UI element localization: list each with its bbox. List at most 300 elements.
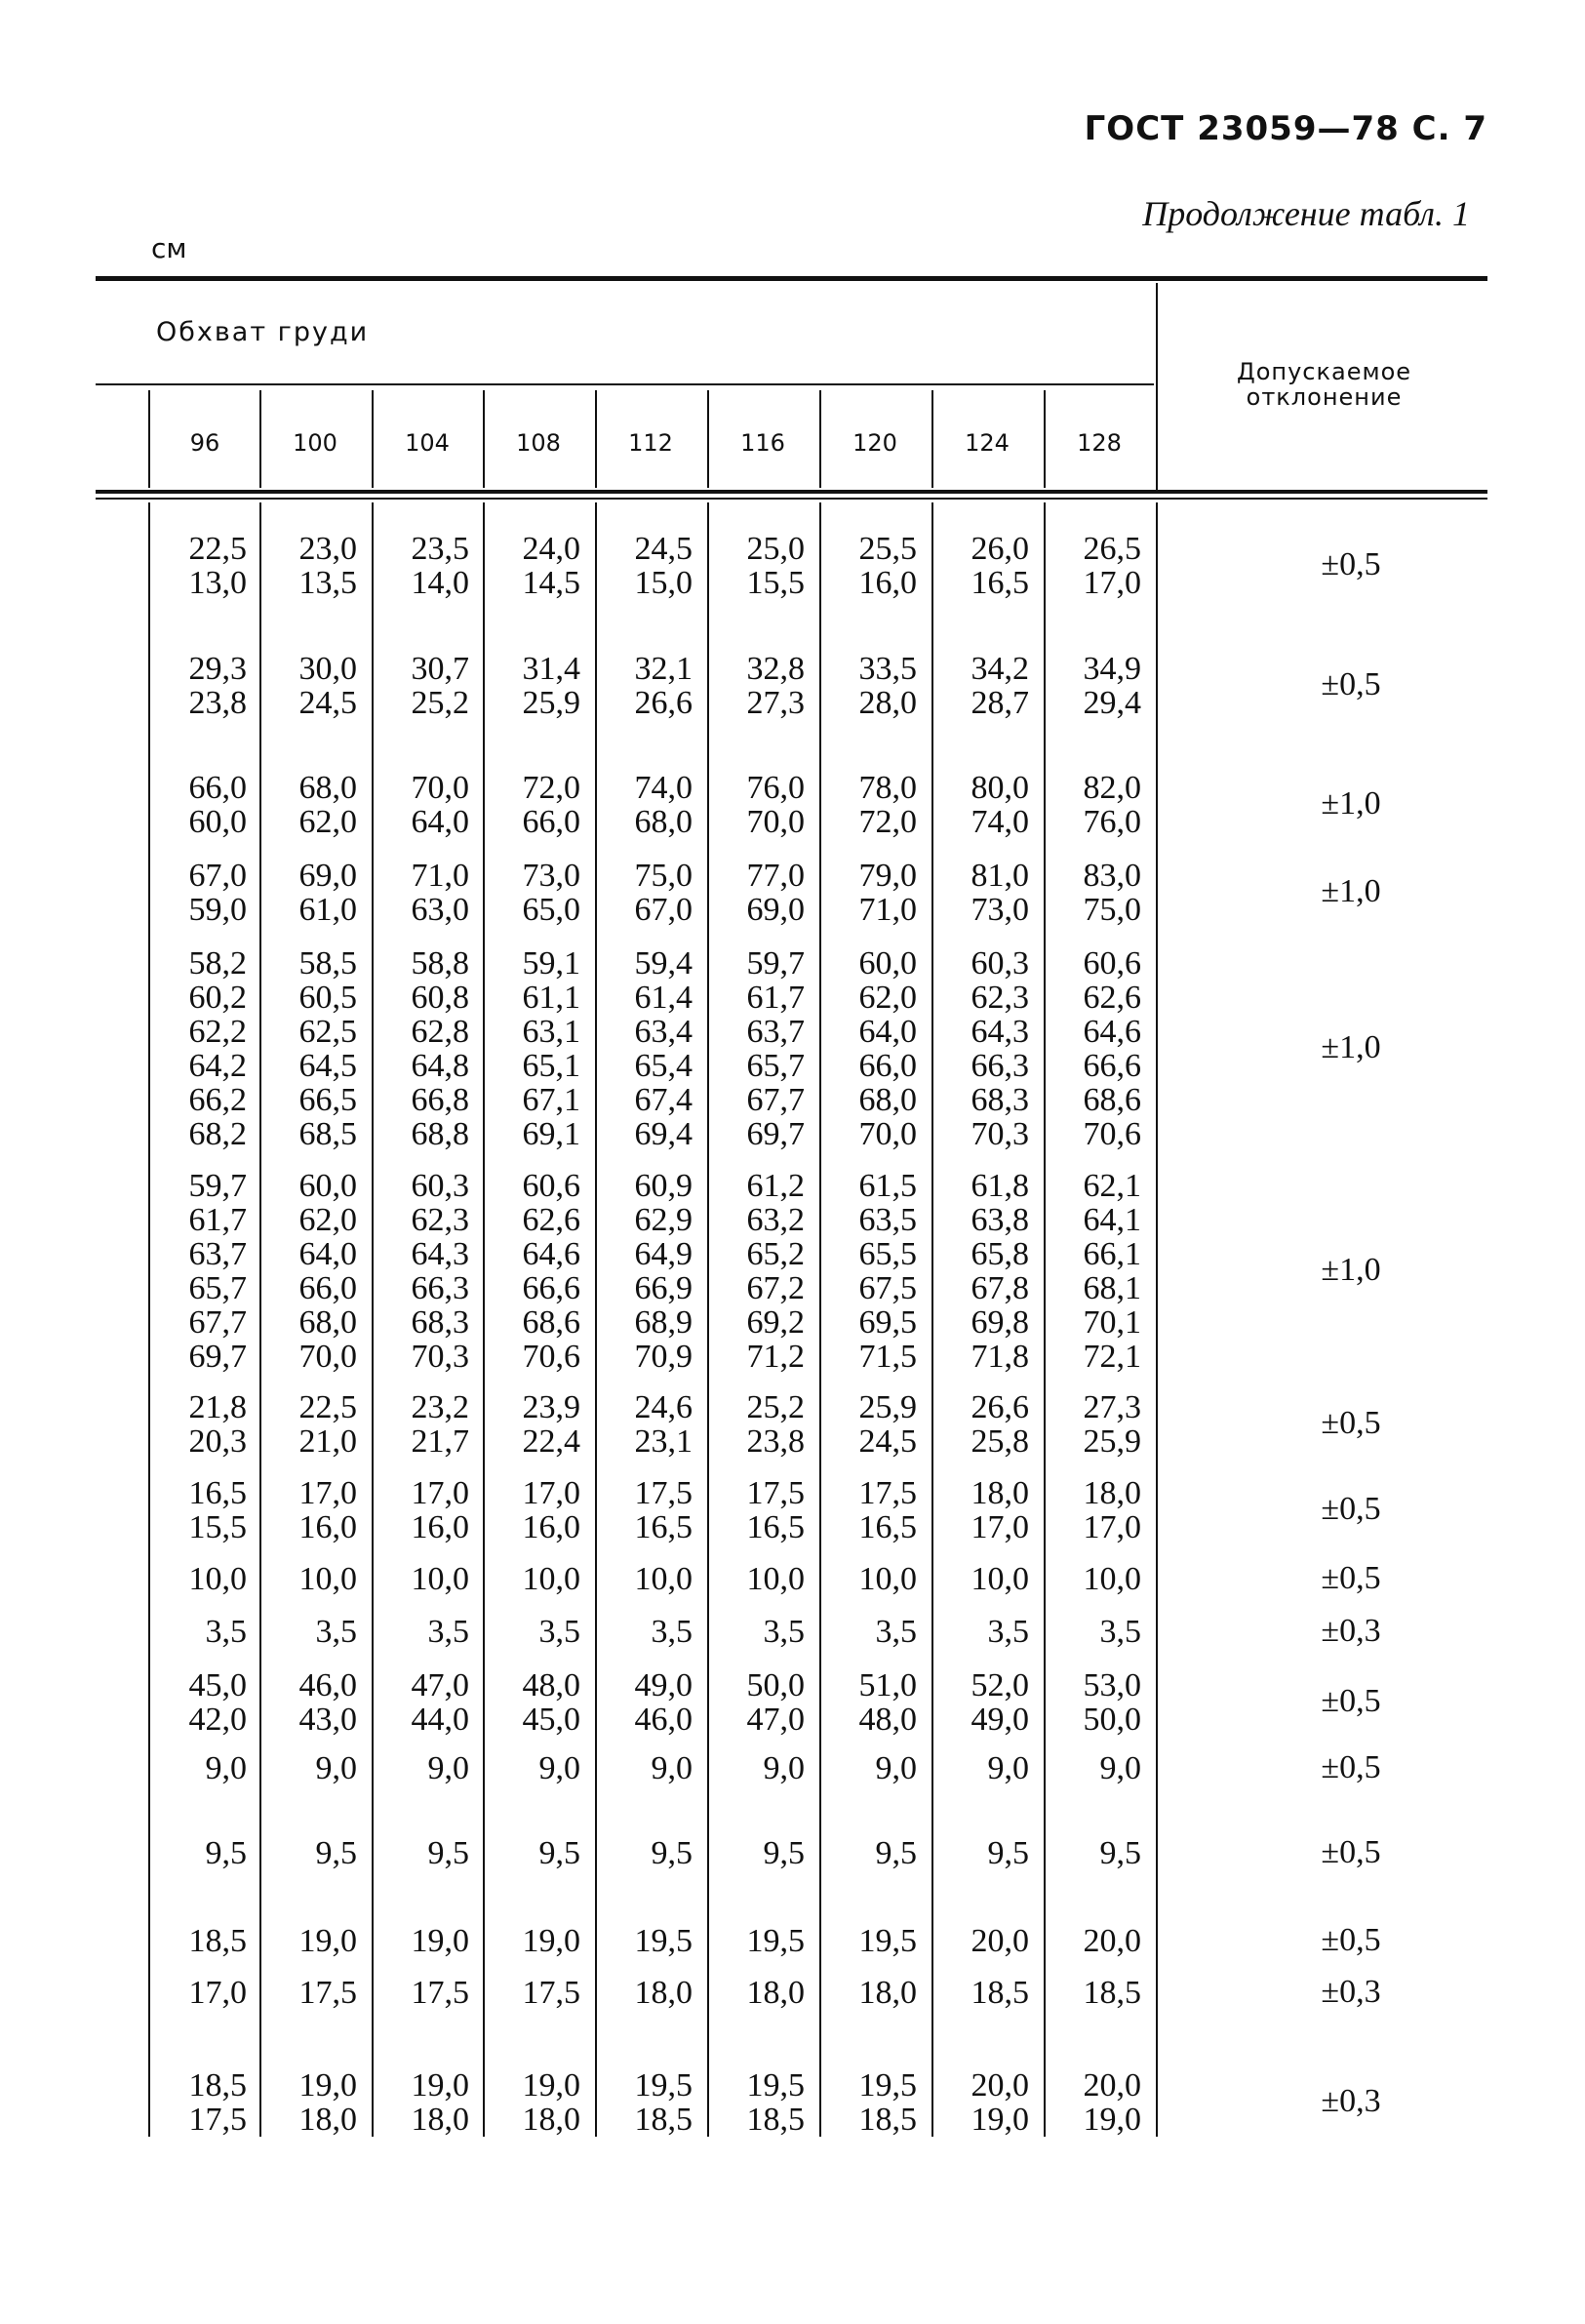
table-cell xyxy=(139,771,247,839)
table-cell xyxy=(1034,859,1141,927)
table-cell xyxy=(473,771,580,839)
cell-value: 19,5 xyxy=(746,1923,805,1959)
cell-value: 28,0 xyxy=(858,685,917,721)
table-cell xyxy=(922,1836,1029,1870)
tolerance-value: ±1,0 xyxy=(1321,1029,1381,1065)
cell-value: 19,0 xyxy=(971,2102,1029,2138)
cell-value: 17,5 xyxy=(634,1475,693,1511)
table-cell xyxy=(697,532,805,600)
table-cell xyxy=(585,1751,693,1785)
cell-value: 47,0 xyxy=(411,1667,469,1703)
cell-value: 21,0 xyxy=(298,1423,357,1460)
cell-value: 19,0 xyxy=(411,2067,469,2104)
cell-value: 65,7 xyxy=(746,1048,805,1084)
table-continuation-note: Продолжение табл. 1 xyxy=(1142,194,1470,233)
cell-value: 32,8 xyxy=(746,651,805,687)
cell-value: 60,3 xyxy=(971,945,1029,982)
cell-value: 14,0 xyxy=(411,565,469,601)
table-cell xyxy=(697,1668,805,1737)
table-cell xyxy=(139,1836,247,1870)
cell-value: 31,4 xyxy=(522,651,580,687)
table-cell xyxy=(139,1751,247,1785)
table-cell xyxy=(139,1390,247,1459)
table-cell xyxy=(922,771,1029,839)
column-header-128: 128 xyxy=(1077,429,1122,457)
table-cell xyxy=(1034,771,1141,839)
cell-value: 18,0 xyxy=(971,1475,1029,1511)
cell-value: 62,0 xyxy=(298,804,357,840)
cell-value: 9,0 xyxy=(1099,1750,1141,1786)
table-cell xyxy=(810,859,917,927)
cell-value: 59,1 xyxy=(522,945,580,982)
table-cell xyxy=(473,1169,580,1374)
column-header-96: 96 xyxy=(189,429,220,457)
table-cell xyxy=(250,1976,357,2010)
cell-value: 74,0 xyxy=(971,804,1029,840)
header-bottom-rule xyxy=(96,490,1487,494)
cell-value: 70,9 xyxy=(634,1339,693,1375)
cell-value: 61,1 xyxy=(522,980,580,1016)
cell-value: 68,0 xyxy=(298,1304,357,1341)
cell-value: 3,5 xyxy=(538,1614,580,1650)
table-cell xyxy=(1034,1562,1141,1596)
cell-value: 65,5 xyxy=(858,1236,917,1272)
table-cell xyxy=(139,532,247,600)
cell-value: 50,0 xyxy=(746,1667,805,1703)
cell-value: 76,0 xyxy=(746,770,805,806)
cell-value: 18,5 xyxy=(188,1923,247,1959)
cell-value: 61,4 xyxy=(634,980,693,1016)
header-column-separator xyxy=(707,390,709,488)
cell-value: 69,0 xyxy=(298,858,357,894)
cell-value: 16,0 xyxy=(858,565,917,601)
cell-value: 62,5 xyxy=(298,1014,357,1050)
cell-value: 67,7 xyxy=(746,1082,805,1118)
cell-value: 62,9 xyxy=(634,1202,693,1238)
header-column-separator xyxy=(148,390,150,488)
table-cell xyxy=(139,2068,247,2137)
cell-value: 25,9 xyxy=(1083,1423,1141,1460)
tolerance-column-header: Допускаемое отклонение xyxy=(1236,358,1412,411)
cell-value: 20,0 xyxy=(1083,1923,1141,1959)
cell-value: 19,5 xyxy=(634,2067,693,2104)
table-cell xyxy=(250,1924,357,1958)
column-header-108: 108 xyxy=(516,429,561,457)
cell-value: 68,3 xyxy=(411,1304,469,1341)
cell-value: 27,3 xyxy=(1083,1389,1141,1425)
table-cell xyxy=(697,1562,805,1596)
cell-value: 10,0 xyxy=(746,1561,805,1597)
cell-value: 29,4 xyxy=(1083,685,1141,721)
cell-value: 66,3 xyxy=(971,1048,1029,1084)
cell-value: 66,5 xyxy=(298,1082,357,1118)
table-cell xyxy=(362,2068,469,2137)
table-cell xyxy=(697,1390,805,1459)
table-cell xyxy=(250,771,357,839)
cell-value: 46,0 xyxy=(298,1667,357,1703)
tolerance-value: ±0,3 xyxy=(1321,1973,1381,2010)
table-cell xyxy=(250,946,357,1151)
table-cell xyxy=(362,1924,469,1958)
cell-value: 61,7 xyxy=(188,1202,247,1238)
unit-label: см xyxy=(151,232,187,264)
cell-value: 60,3 xyxy=(411,1168,469,1204)
cell-value: 16,0 xyxy=(411,1509,469,1545)
table-cell xyxy=(810,1615,917,1649)
table-cell xyxy=(1034,1668,1141,1737)
cell-value: 9,5 xyxy=(763,1835,805,1871)
table-cell xyxy=(922,1476,1029,1544)
table-cell xyxy=(139,1668,247,1737)
table-cell xyxy=(1034,1169,1141,1374)
table-cell xyxy=(585,1976,693,2010)
cell-value: 9,5 xyxy=(987,1835,1029,1871)
table-cell xyxy=(810,1836,917,1870)
cell-value: 10,0 xyxy=(1083,1561,1141,1597)
table-cell xyxy=(922,1562,1029,1596)
header-column-separator xyxy=(931,390,933,488)
cell-value: 71,5 xyxy=(858,1339,917,1375)
cell-value: 60,9 xyxy=(634,1168,693,1204)
cell-value: 19,0 xyxy=(411,1923,469,1959)
cell-value: 9,5 xyxy=(651,1835,693,1871)
cell-value: 64,0 xyxy=(858,1014,917,1050)
cell-value: 23,0 xyxy=(298,531,357,567)
table-cell xyxy=(1034,1976,1141,2010)
cell-value: 60,6 xyxy=(522,1168,580,1204)
table-cell xyxy=(1034,946,1141,1151)
table-cell xyxy=(250,532,357,600)
cell-value: 18,5 xyxy=(1083,1975,1141,2011)
cell-value: 19,0 xyxy=(522,1923,580,1959)
cell-value: 25,0 xyxy=(746,531,805,567)
cell-value: 15,5 xyxy=(188,1509,247,1545)
cell-value: 10,0 xyxy=(634,1561,693,1597)
cell-value: 25,2 xyxy=(746,1389,805,1425)
table-cell xyxy=(473,859,580,927)
header-column-separator xyxy=(595,390,597,488)
cell-value: 72,0 xyxy=(858,804,917,840)
cell-value: 66,6 xyxy=(522,1270,580,1306)
cell-value: 25,9 xyxy=(522,685,580,721)
cell-value: 66,0 xyxy=(522,804,580,840)
cell-value: 3,5 xyxy=(987,1614,1029,1650)
cell-value: 65,2 xyxy=(746,1236,805,1272)
table-cell xyxy=(922,1390,1029,1459)
cell-value: 26,6 xyxy=(971,1389,1029,1425)
table-cell xyxy=(473,946,580,1151)
table-cell xyxy=(1034,2068,1141,2137)
cell-value: 24,6 xyxy=(634,1389,693,1425)
table-cell xyxy=(250,1390,357,1459)
cell-value: 9,5 xyxy=(538,1835,580,1871)
table-cell xyxy=(362,1169,469,1374)
cell-value: 68,0 xyxy=(634,804,693,840)
table-cell xyxy=(1034,1615,1141,1649)
cell-value: 66,1 xyxy=(1083,1236,1141,1272)
table-cell xyxy=(922,1751,1029,1785)
tolerance-value: ±0,5 xyxy=(1321,1921,1381,1958)
cell-value: 70,6 xyxy=(522,1339,580,1375)
tolerance-value: ±0,5 xyxy=(1321,1559,1381,1596)
cell-value: 73,0 xyxy=(522,858,580,894)
table-cell xyxy=(697,771,805,839)
cell-value: 64,1 xyxy=(1083,1202,1141,1238)
cell-value: 70,0 xyxy=(746,804,805,840)
table-cell xyxy=(473,1615,580,1649)
cell-value: 17,0 xyxy=(1083,565,1141,601)
cell-value: 19,5 xyxy=(858,1923,917,1959)
cell-value: 10,0 xyxy=(522,1561,580,1597)
table-cell xyxy=(585,1668,693,1737)
table-cell xyxy=(362,1751,469,1785)
cell-value: 26,6 xyxy=(634,685,693,721)
cell-value: 63,0 xyxy=(411,892,469,928)
cell-value: 10,0 xyxy=(858,1561,917,1597)
cell-value: 47,0 xyxy=(746,1702,805,1738)
cell-value: 60,5 xyxy=(298,980,357,1016)
tolerance-value: ±1,0 xyxy=(1321,1252,1381,1288)
header-column-separator xyxy=(819,390,821,488)
table-cell xyxy=(810,1751,917,1785)
cell-value: 15,5 xyxy=(746,565,805,601)
cell-value: 64,9 xyxy=(634,1236,693,1272)
cell-value: 70,6 xyxy=(1083,1116,1141,1152)
column-header-116: 116 xyxy=(740,429,785,457)
table-cell xyxy=(362,1668,469,1737)
table-cell xyxy=(697,1615,805,1649)
header-column-separator xyxy=(259,390,261,488)
cell-value: 18,0 xyxy=(746,1975,805,2011)
cell-value: 62,0 xyxy=(858,980,917,1016)
cell-value: 43,0 xyxy=(298,1702,357,1738)
cell-value: 18,0 xyxy=(411,2102,469,2138)
cell-value: 64,3 xyxy=(411,1236,469,1272)
cell-value: 75,0 xyxy=(1083,892,1141,928)
table-cell xyxy=(922,652,1029,720)
cell-value: 71,0 xyxy=(411,858,469,894)
table-cell xyxy=(139,1562,247,1596)
table-cell xyxy=(1034,1924,1141,1958)
cell-value: 3,5 xyxy=(427,1614,469,1650)
cell-value: 62,3 xyxy=(411,1202,469,1238)
cell-value: 60,8 xyxy=(411,980,469,1016)
cell-value: 73,0 xyxy=(971,892,1029,928)
table-cell xyxy=(585,652,693,720)
table-cell xyxy=(1034,1751,1141,1785)
cell-value: 63,7 xyxy=(188,1236,247,1272)
table-cell xyxy=(697,1976,805,2010)
tolerance-value: ±0,5 xyxy=(1321,1833,1381,1870)
cell-value: 69,0 xyxy=(746,892,805,928)
cell-value: 70,0 xyxy=(858,1116,917,1152)
cell-value: 61,5 xyxy=(858,1168,917,1204)
table-cell xyxy=(139,652,247,720)
table-cell xyxy=(1034,1836,1141,1870)
cell-value: 19,0 xyxy=(522,2067,580,2104)
cell-value: 52,0 xyxy=(971,1667,1029,1703)
cell-value: 65,4 xyxy=(634,1048,693,1084)
table-cell xyxy=(362,1836,469,1870)
table-cell xyxy=(697,652,805,720)
cell-value: 18,5 xyxy=(971,1975,1029,2011)
cell-value: 17,5 xyxy=(411,1975,469,2011)
cell-value: 60,0 xyxy=(858,945,917,982)
table-cell xyxy=(922,1976,1029,2010)
cell-value: 59,7 xyxy=(188,1168,247,1204)
cell-value: 48,0 xyxy=(522,1667,580,1703)
cell-value: 16,5 xyxy=(858,1509,917,1545)
table-cell xyxy=(250,1169,357,1374)
cell-value: 24,5 xyxy=(634,531,693,567)
cell-value: 24,0 xyxy=(522,531,580,567)
table-cell xyxy=(362,859,469,927)
cell-value: 9,5 xyxy=(315,1835,357,1871)
cell-value: 70,0 xyxy=(298,1339,357,1375)
cell-value: 23,5 xyxy=(411,531,469,567)
table-cell xyxy=(250,1668,357,1737)
cell-value: 68,8 xyxy=(411,1116,469,1152)
table-cell xyxy=(697,1169,805,1374)
cell-value: 21,7 xyxy=(411,1423,469,1460)
table-cell xyxy=(585,1476,693,1544)
cell-value: 67,2 xyxy=(746,1270,805,1306)
table-cell xyxy=(697,1836,805,1870)
cell-value: 18,0 xyxy=(858,1975,917,2011)
header-column-separator xyxy=(372,390,374,488)
table-cell xyxy=(585,771,693,839)
cell-value: 66,8 xyxy=(411,1082,469,1118)
cell-value: 9,0 xyxy=(538,1750,580,1786)
table-cell xyxy=(139,1169,247,1374)
cell-value: 68,5 xyxy=(298,1116,357,1152)
cell-value: 58,5 xyxy=(298,945,357,982)
cell-value: 64,3 xyxy=(971,1014,1029,1050)
cell-value: 16,5 xyxy=(746,1509,805,1545)
cell-value: 67,0 xyxy=(634,892,693,928)
tolerance-value: ±1,0 xyxy=(1321,873,1381,909)
cell-value: 9,5 xyxy=(205,1835,247,1871)
cell-value: 10,0 xyxy=(971,1561,1029,1597)
table-cell xyxy=(250,652,357,720)
table-cell xyxy=(697,1924,805,1958)
cell-value: 82,0 xyxy=(1083,770,1141,806)
table-cell xyxy=(1034,532,1141,600)
cell-value: 24,5 xyxy=(298,685,357,721)
cell-value: 29,3 xyxy=(188,651,247,687)
cell-value: 23,8 xyxy=(746,1423,805,1460)
cell-value: 60,6 xyxy=(1083,945,1141,982)
cell-value: 80,0 xyxy=(971,770,1029,806)
cell-value: 62,1 xyxy=(1083,1168,1141,1204)
cell-value: 69,4 xyxy=(634,1116,693,1152)
cell-value: 64,0 xyxy=(298,1236,357,1272)
cell-value: 20,0 xyxy=(1083,2067,1141,2104)
column-header-100: 100 xyxy=(293,429,337,457)
cell-value: 3,5 xyxy=(1099,1614,1141,1650)
cell-value: 69,2 xyxy=(746,1304,805,1341)
cell-value: 32,1 xyxy=(634,651,693,687)
table-cell xyxy=(922,1169,1029,1374)
body-column-separator xyxy=(1156,502,1158,2137)
cell-value: 10,0 xyxy=(298,1561,357,1597)
cell-value: 66,6 xyxy=(1083,1048,1141,1084)
table-cell xyxy=(250,1615,357,1649)
cell-value: 9,0 xyxy=(651,1750,693,1786)
table-cell xyxy=(250,2068,357,2137)
cell-value: 45,0 xyxy=(522,1702,580,1738)
cell-value: 59,4 xyxy=(634,945,693,982)
cell-value: 48,0 xyxy=(858,1702,917,1738)
table-cell xyxy=(1034,652,1141,720)
cell-value: 17,0 xyxy=(298,1475,357,1511)
cell-value: 70,1 xyxy=(1083,1304,1141,1341)
cell-value: 63,4 xyxy=(634,1014,693,1050)
column-header-120: 120 xyxy=(852,429,897,457)
cell-value: 13,5 xyxy=(298,565,357,601)
cell-value: 49,0 xyxy=(971,1702,1029,1738)
cell-value: 72,1 xyxy=(1083,1339,1141,1375)
cell-value: 69,8 xyxy=(971,1304,1029,1341)
table-cell xyxy=(473,1751,580,1785)
cell-value: 18,5 xyxy=(858,2102,917,2138)
cell-value: 24,5 xyxy=(858,1423,917,1460)
cell-value: 23,2 xyxy=(411,1389,469,1425)
cell-value: 74,0 xyxy=(634,770,693,806)
cell-value: 22,5 xyxy=(298,1389,357,1425)
cell-value: 83,0 xyxy=(1083,858,1141,894)
table-cell xyxy=(473,652,580,720)
table-cell xyxy=(139,1976,247,2010)
table-cell xyxy=(473,1924,580,1958)
cell-value: 16,0 xyxy=(298,1509,357,1545)
header-column-separator xyxy=(1044,390,1046,488)
table-cell xyxy=(585,2068,693,2137)
cell-value: 68,0 xyxy=(298,770,357,806)
column-header-112: 112 xyxy=(628,429,673,457)
cell-value: 3,5 xyxy=(315,1614,357,1650)
table-cell xyxy=(1034,1476,1141,1544)
cell-value: 63,7 xyxy=(746,1014,805,1050)
cell-value: 49,0 xyxy=(634,1667,693,1703)
cell-value: 18,0 xyxy=(634,1975,693,2011)
cell-value: 17,5 xyxy=(298,1975,357,2011)
table-cell xyxy=(139,1924,247,1958)
cell-value: 64,6 xyxy=(522,1236,580,1272)
cell-value: 61,8 xyxy=(971,1168,1029,1204)
table-cell xyxy=(810,771,917,839)
table-cell xyxy=(139,946,247,1151)
cell-value: 64,0 xyxy=(411,804,469,840)
table-cell xyxy=(810,2068,917,2137)
cell-value: 60,0 xyxy=(188,804,247,840)
cell-value: 68,9 xyxy=(634,1304,693,1341)
table-cell xyxy=(473,2068,580,2137)
cell-value: 13,0 xyxy=(188,565,247,601)
table-cell xyxy=(362,652,469,720)
cell-value: 18,5 xyxy=(188,2067,247,2104)
table-cell xyxy=(810,946,917,1151)
cell-value: 62,0 xyxy=(298,1202,357,1238)
cell-value: 30,7 xyxy=(411,651,469,687)
cell-value: 61,2 xyxy=(746,1168,805,1204)
cell-value: 9,5 xyxy=(875,1835,917,1871)
cell-value: 68,3 xyxy=(971,1082,1029,1118)
cell-value: 70,0 xyxy=(411,770,469,806)
cell-value: 72,0 xyxy=(522,770,580,806)
table-cell xyxy=(810,1169,917,1374)
cell-value: 18,0 xyxy=(1083,1475,1141,1511)
